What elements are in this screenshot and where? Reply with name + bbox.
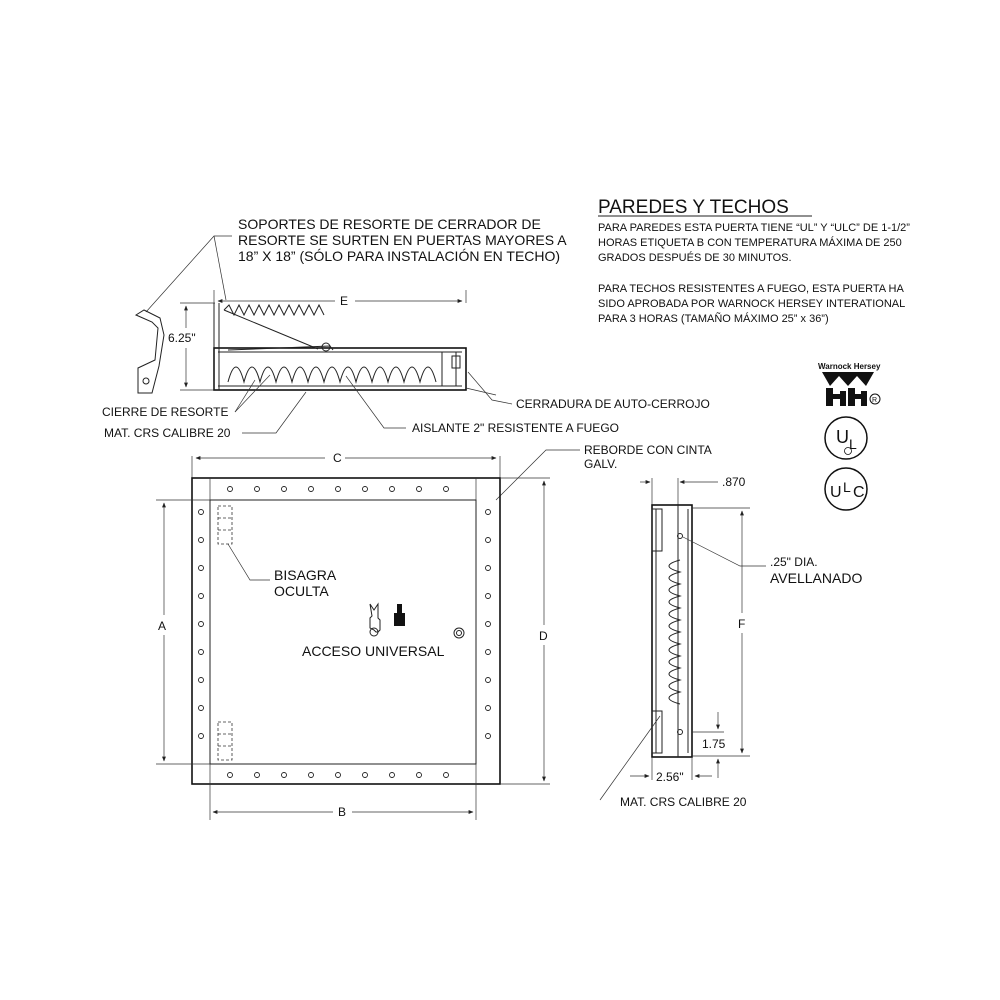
insulation-wave — [228, 367, 436, 382]
spring-note-line-2: RESORTE SE SURTEN EN PUERTAS MAYORES A — [238, 232, 567, 248]
flange-holes — [199, 487, 491, 778]
ul-mark: U — [836, 427, 849, 447]
ceiling-note-line-2: SIDO APROBADA POR WARNOCK HERSEY INTERATIONAL — [598, 298, 906, 310]
insulation-label: AISLANTE 2" RESISTENTE A FUEGO — [412, 421, 619, 435]
notes-block — [598, 197, 910, 325]
dim-d: D — [539, 629, 548, 643]
dim-height: 6.25" — [168, 331, 196, 345]
hole-label: .25" DIA. — [770, 555, 818, 569]
hinge-label-line-2: OCULTA — [274, 583, 329, 599]
wall-note-line-2: HORAS ETIQUETA B CON TEMPERATURA MÁXIMA DE 250 — [598, 237, 902, 249]
svg-text:R: R — [872, 397, 878, 404]
door-flange — [192, 478, 500, 784]
lock-cylinder — [454, 628, 464, 638]
countersunk-label: AVELLANADO — [770, 570, 863, 586]
dim-a: A — [158, 619, 167, 633]
ul-logo — [825, 417, 867, 459]
concealed-hinge-bottom — [218, 722, 232, 760]
side-view — [600, 475, 862, 809]
ulc-logo — [825, 468, 867, 510]
dim-e: E — [340, 294, 349, 308]
flange-label-line-2: GALV. — [584, 457, 618, 471]
warnock-hersey-logo — [818, 362, 881, 406]
front-view — [156, 443, 712, 820]
spring-bracket — [136, 310, 164, 393]
svg-text:L: L — [843, 479, 851, 495]
dim-c: C — [333, 451, 342, 465]
section-view — [102, 216, 710, 440]
spring-note-line-3: 18” X 18” (SÓLO PARA INSTALACIÓN EN TECHO) — [238, 248, 561, 264]
wall-note-line-3: GRADOS DESPUÉS DE 30 MINUTOS. — [598, 252, 792, 264]
material-label-1: MAT. CRS CALIBRE 20 — [104, 426, 231, 440]
flange-label-line-1: REBORDE CON CINTA — [584, 443, 712, 457]
spring-latch-label: CIERRE DE RESORTE — [102, 405, 229, 419]
dim-b: B — [338, 805, 347, 819]
concealed-hinge-top — [218, 506, 232, 544]
certification-logos — [818, 362, 881, 510]
warnock-hersey-wordmark: Warnock Hersey — [818, 362, 881, 371]
dim-256: 2.56" — [656, 770, 684, 784]
material-label-2: MAT. CRS CALIBRE 20 — [620, 795, 747, 809]
dim-f: F — [738, 617, 746, 631]
ceiling-note-line-3: PARA 3 HORAS (TAMAÑO MÁXIMO 25” x 36”) — [598, 313, 829, 325]
notes-title: PAREDES Y TECHOS — [598, 197, 789, 218]
closer-spring — [224, 305, 324, 315]
access-label: ACCESO UNIVERSAL — [302, 643, 445, 659]
svg-text:C: C — [853, 484, 865, 501]
ceiling-note-line-1: PARA TECHOS RESISTENTES A FUEGO, ESTA PUERTA HA — [598, 283, 904, 295]
wall-note-line-1: PARA PAREDES ESTA PUERTA TIENE “UL” Y “ULC” DE 1-1/2” — [598, 222, 910, 234]
spring-note-line-1: SOPORTES DE RESORTE DE CERRADOR DE — [238, 216, 541, 232]
dim-175: 1.75 — [702, 737, 726, 751]
door-panel — [210, 500, 476, 764]
hex-key-icon — [394, 604, 405, 626]
self-latch-lock-label: CERRADURA DE AUTO-CERROJO — [516, 397, 710, 411]
hinge-label-line-1: BISAGRA — [274, 567, 337, 583]
ulc-mark: U — [830, 484, 842, 501]
dim-870: .870 — [722, 475, 746, 489]
svg-text:L: L — [849, 436, 857, 452]
key-icon — [370, 604, 380, 636]
